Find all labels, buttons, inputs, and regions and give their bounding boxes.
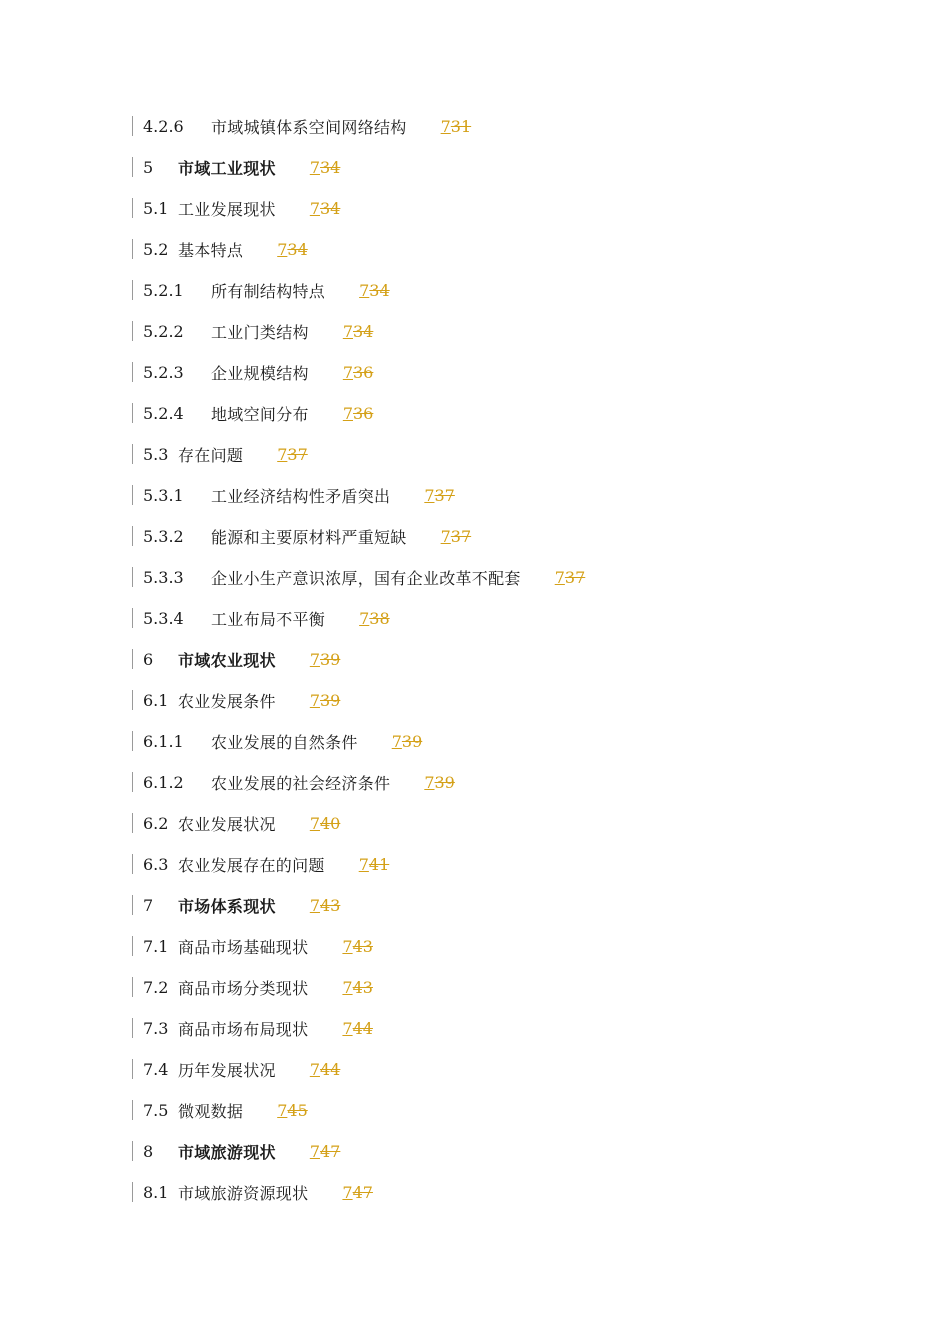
toc-entry[interactable] [132,1131,832,1172]
toc-page-number[interactable]: 740 [309,814,341,833]
toc-title: 能源和主要原材料严重短缺 [211,528,407,547]
table-of-contents [132,106,832,1213]
toc-title: 农业发展条件 [178,692,276,711]
toc-title: 农业发展的社会经济条件 [211,774,391,793]
toc-entry[interactable] [132,885,832,926]
toc-number: 5.3.3 [143,568,184,587]
toc-entry[interactable] [132,762,832,803]
toc-page-number[interactable]: 737 [440,527,472,546]
toc-entry[interactable] [132,1008,832,1049]
revision-bar [132,485,133,505]
toc-title: 存在问题 [178,446,244,465]
toc-page-number[interactable]: 747 [309,1142,341,1161]
revision-bar [132,936,133,956]
revision-bar [132,690,133,710]
toc-title: 工业门类结构 [211,323,309,342]
toc-entry[interactable] [132,352,832,393]
toc-number: 5 [143,158,154,177]
revision-bar [132,567,133,587]
revision-bar [132,239,133,259]
revision-bar [132,1182,133,1202]
toc-entry[interactable] [132,967,832,1008]
toc-entry[interactable] [132,557,832,598]
toc-number: 6.1.2 [143,773,184,792]
toc-page-number[interactable]: 738 [359,609,390,628]
toc-title: 市域旅游现状 [178,1143,276,1162]
revision-bar [132,280,133,300]
toc-number: 6.2 [143,814,169,833]
revision-bar [132,1141,133,1161]
toc-number: 8.1 [143,1183,169,1202]
toc-title: 农业发展的自然条件 [211,733,358,752]
toc-page-number[interactable]: 731 [440,117,472,136]
toc-number: 6.1 [143,691,169,710]
toc-title: 企业小生产意识浓厚，国有企业改革不配套 [211,569,521,588]
toc-title: 市域工业现状 [178,159,276,178]
toc-title: 农业发展状况 [178,815,276,834]
toc-number: 5.3.4 [143,609,184,628]
toc-title: 商品市场基础现状 [178,938,309,957]
revision-bar [132,321,133,341]
toc-entry[interactable] [132,106,832,147]
toc-number: 7.1 [143,937,169,956]
toc-entry[interactable] [132,598,832,639]
toc-title: 微观数据 [178,1102,244,1121]
revision-bar [132,444,133,464]
revision-bar [132,526,133,546]
toc-number: 7.4 [143,1060,169,1079]
revision-bar [132,1100,133,1120]
revision-bar [132,1018,133,1038]
toc-page-number[interactable]: 747 [342,1183,373,1202]
toc-number: 4.2.6 [143,117,184,136]
toc-page-number[interactable]: 743 [342,978,373,997]
toc-entry[interactable] [132,844,832,885]
toc-title: 地域空间分布 [211,405,309,424]
toc-title: 所有制结构特点 [211,282,326,301]
toc-page-number[interactable]: 734 [342,322,374,341]
toc-title: 工业布局不平衡 [211,610,326,629]
toc-page-number[interactable]: 737 [424,486,455,505]
toc-number: 5.2.1 [143,281,184,300]
toc-number: 7 [143,896,154,915]
toc-number: 5.2.2 [143,322,184,341]
toc-entry[interactable] [132,188,832,229]
revision-bar [132,977,133,997]
toc-page-number[interactable]: 744 [342,1019,373,1038]
toc-number: 7.2 [143,978,169,997]
toc-number: 5.1 [143,199,169,218]
toc-title: 工业经济结构性矛盾突出 [211,487,391,506]
toc-title: 市场体系现状 [178,897,276,916]
revision-bar [132,772,133,792]
toc-title: 市域农业现状 [178,651,276,670]
toc-page-number[interactable]: 737 [277,445,308,464]
toc-entry[interactable] [132,270,832,311]
revision-bar [132,813,133,833]
revision-bar [132,116,133,136]
toc-entry[interactable] [132,229,832,270]
toc-number: 6.3 [143,855,169,874]
revision-bar [132,895,133,915]
toc-title: 市域旅游资源现状 [178,1184,309,1203]
revision-bar [132,731,133,751]
toc-page-number[interactable]: 736 [342,363,374,382]
toc-number: 5.2.3 [143,363,184,382]
toc-entry[interactable] [132,1090,832,1131]
revision-bar [132,1059,133,1079]
toc-title: 商品市场布局现状 [178,1020,309,1039]
toc-entry[interactable] [132,926,832,967]
revision-bar [132,157,133,177]
toc-page-number[interactable]: 734 [359,281,390,300]
toc-title: 基本特点 [178,241,244,260]
revision-bar [132,854,133,874]
toc-page-number[interactable]: 739 [309,650,341,669]
toc-entry[interactable] [132,803,832,844]
toc-page-number[interactable]: 737 [554,568,586,587]
toc-page-number[interactable]: 741 [358,855,390,874]
revision-bar [132,608,133,628]
toc-entry[interactable] [132,147,832,188]
revision-bar [132,403,133,423]
toc-page-number[interactable]: 739 [309,691,341,710]
toc-title: 市域城镇体系空间网络结构 [211,118,407,137]
toc-entry[interactable] [132,1049,832,1090]
toc-entry[interactable] [132,1172,832,1213]
toc-page-number[interactable]: 734 [309,199,341,218]
toc-page-number[interactable]: 743 [309,896,341,915]
toc-number: 6.1.1 [143,732,184,751]
toc-entry[interactable] [132,311,832,352]
toc-number: 5.2 [143,240,169,259]
toc-title: 企业规模结构 [211,364,309,383]
toc-entry[interactable] [132,434,832,475]
toc-number: 7.3 [143,1019,169,1038]
toc-page-number[interactable]: 734 [277,240,308,259]
toc-entry[interactable] [132,475,832,516]
toc-number: 5.3 [143,445,169,464]
toc-title: 农业发展存在的问题 [178,856,325,875]
toc-entry[interactable] [132,721,832,762]
toc-entry[interactable] [132,680,832,721]
toc-number: 8 [143,1142,154,1161]
toc-entry[interactable] [132,639,832,680]
toc-title: 工业发展现状 [178,200,276,219]
toc-entry[interactable] [132,393,832,434]
toc-page-number[interactable]: 745 [277,1101,308,1120]
toc-page-number[interactable]: 734 [309,158,341,177]
toc-page-number[interactable]: 743 [342,937,373,956]
toc-number: 5.2.4 [143,404,184,423]
revision-bar [132,198,133,218]
revision-bar [132,362,133,382]
toc-page-number[interactable]: 736 [342,404,374,423]
toc-title: 历年发展状况 [178,1061,276,1080]
toc-number: 5.3.2 [143,527,184,546]
toc-number: 5.3.1 [143,486,184,505]
revision-bar [132,649,133,669]
toc-number: 7.5 [143,1101,169,1120]
toc-page-number[interactable]: 744 [309,1060,341,1079]
toc-number: 6 [143,650,154,669]
toc-page-number[interactable]: 739 [391,732,423,751]
toc-entry[interactable] [132,516,832,557]
toc-title: 商品市场分类现状 [178,979,309,998]
toc-page-number[interactable]: 739 [424,773,455,792]
